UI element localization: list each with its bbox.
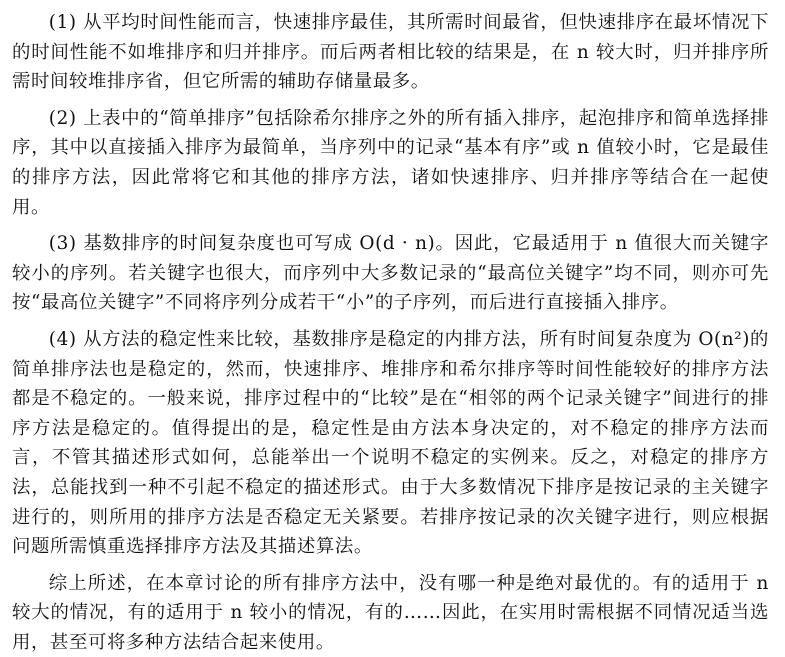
paragraph-2 [12, 104, 769, 222]
paragraph-1-text: (1) 从平均时间性能而言，快速排序最佳，其所需时间最省，但快速排序在最坏情况下的时间性能不如堆排序和归并排序。而后两者相比较的结果是，在 n 较大时，归并排序所需时间较堆排序省，但它所需的辅助存储量最多。 [12, 12, 769, 93]
paragraph-summary-text: 综上所述，在本章讨论的所有排序方法中，没有哪一种是绝对最优的。有的适用于 n 较大的情况，有的适用于 n 较小的情况，有的……因此，在实用时需根据不同情况适当选用，甚至可将多种方法结合起来使用。 [12, 572, 769, 653]
paragraph-2-text: (2) 上表中的“简单排序”包括除希尔排序之外的所有插入排序，起泡排序和简单选择排序，其中以直接插入排序为最简单，当序列中的记录“基本有序”或 n 值较小时，它是最佳的排序方法，因此常将它和其他的排序方法，诸如快速排序、归并排序等结合在一起使用。 [12, 107, 769, 218]
paragraph-4 [12, 325, 769, 562]
paragraph-summary [12, 569, 769, 657]
paragraph-3-text: (3) 基数排序的时间复杂度也可写成 O(d · n)。因此，它最适用于 n 值很大而关键字较小的序列。若关键字也很大，而序列中大多数记录的“最高位关键字”均不同，则亦可先按“最高位关键字”不同将序列分成若干“小”的子序列，而后进行直接插入排序。 [12, 233, 769, 314]
paragraph-3 [12, 229, 769, 318]
paragraph-4-text: (4) 从方法的稳定性来比较，基数排序是稳定的内排方法，所有时间复杂度为 O(n²)的简单排序法也是稳定的，然而，快速排序、堆排序和希尔排序等时间性能较好的排序方法都是不稳定的。一般来说，排序过程中的“比较”是在“相邻的两个记录关键字”间进行的排序方法是稳定的。值得提出的是，稳定性是由方法本身决定的，对不稳定的排序方法而言，不管其描述形式如何，总能举出一个说明不稳定的实例来。反之，对稳定的排序方法，总能找到一种不引起不稳定的描述形式。由于大多数情况下排序是按记录的主关键字进行的，则所用的排序方法是否稳定无关紧要。若排序按记录的次关键字进行，则应根据问题所需慎重选择排序方法及其描述算法。 [12, 328, 769, 558]
paragraph-1 [12, 8, 769, 97]
